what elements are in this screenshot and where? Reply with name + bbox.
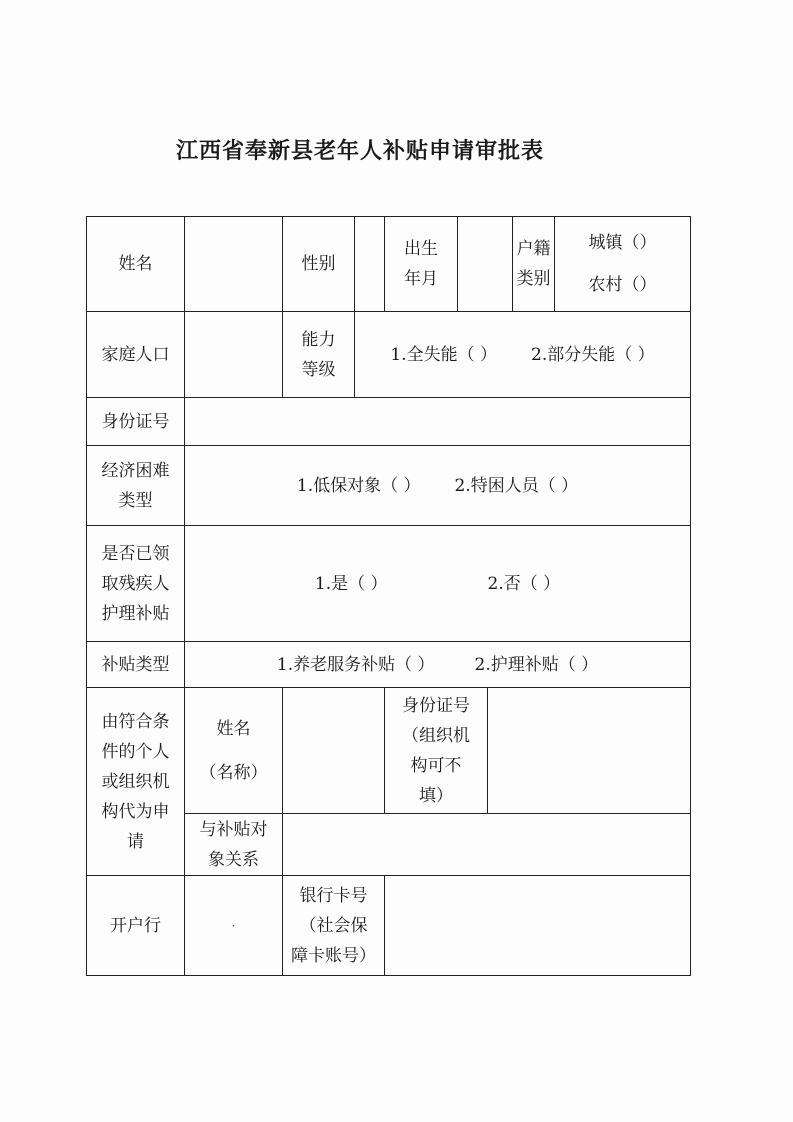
proxy-name-value-cell[interactable] [283,688,385,814]
disability-option-no[interactable]: 2.否（ ） [487,573,561,594]
birth-value-cell[interactable] [458,217,513,312]
id-label: 身份证号 [87,398,185,446]
form-title: 江西省奉新县老年人补贴申请审批表 [175,138,544,164]
disability-option-yes[interactable]: 1.是（ ） [314,573,388,594]
row-economic-type [87,446,691,526]
gender-label: 性别 [283,217,355,312]
name-value-cell[interactable] [185,217,283,312]
huji-options[interactable] [555,217,691,312]
economic-option-tekun[interactable]: 2.特困人员（ ） [454,475,579,496]
id-value-cell[interactable] [185,398,691,446]
proxy-id-label: 身份证号 （组织机 构可不 填） [385,688,488,814]
subsidy-type-label: 补贴类型 [87,642,185,688]
card-value-cell[interactable] [385,876,691,976]
bank-dot-mark: · [231,919,236,933]
gender-value-cell[interactable] [355,217,385,312]
birth-label: 出生 年月 [385,217,458,312]
family-value-cell[interactable] [185,312,283,398]
relation-value-cell[interactable] [283,814,691,876]
subsidy-type-options[interactable] [185,642,691,688]
huji-label: 户籍 类别 [513,217,555,312]
proxy-name-label: 姓名 （名称） [185,688,283,814]
economic-type-options[interactable] [185,446,691,526]
row-basic-info [87,217,691,312]
ability-options[interactable] [355,312,691,398]
bank-label: 开户行 [87,876,185,976]
row-bank-info [87,876,691,976]
huji-option-urban[interactable]: 城镇（） [588,233,657,253]
proxy-label: 由符合条 件的个人 或组织机 构代为申 请 [87,688,185,876]
row-disability-subsidy [87,526,691,642]
ability-option-partial[interactable]: 2.部分失能（ ） [531,344,655,365]
huji-option-rural[interactable]: 农村（） [588,275,657,295]
row-subsidy-type [87,642,691,688]
card-label: 银行卡号 （社会保 障卡账号） [283,876,385,976]
ability-option-full[interactable]: 1.全失能（ ） [390,344,497,365]
economic-type-label: 经济困难 类型 [87,446,185,526]
bank-value-cell[interactable] [185,876,283,976]
name-label: 姓名 [87,217,185,312]
row-family-ability [87,312,691,398]
disability-subsidy-options[interactable] [185,526,691,642]
relation-label: 与补贴对 象关系 [185,814,283,876]
application-form-table [86,216,691,976]
proxy-id-value-cell[interactable] [488,688,691,814]
row-proxy-applicant [87,688,691,814]
disability-subsidy-label: 是否已领 取残疾人 护理补贴 [87,526,185,642]
row-id-number [87,398,691,446]
subsidy-option-elderly-service[interactable]: 1.养老服务补贴（ ） [276,654,435,675]
subsidy-option-nursing[interactable]: 2.护理补贴（ ） [474,654,599,675]
ability-label: 能力 等级 [283,312,355,398]
family-label: 家庭人口 [87,312,185,398]
economic-option-dibao[interactable]: 1.低保对象（ ） [296,475,421,496]
